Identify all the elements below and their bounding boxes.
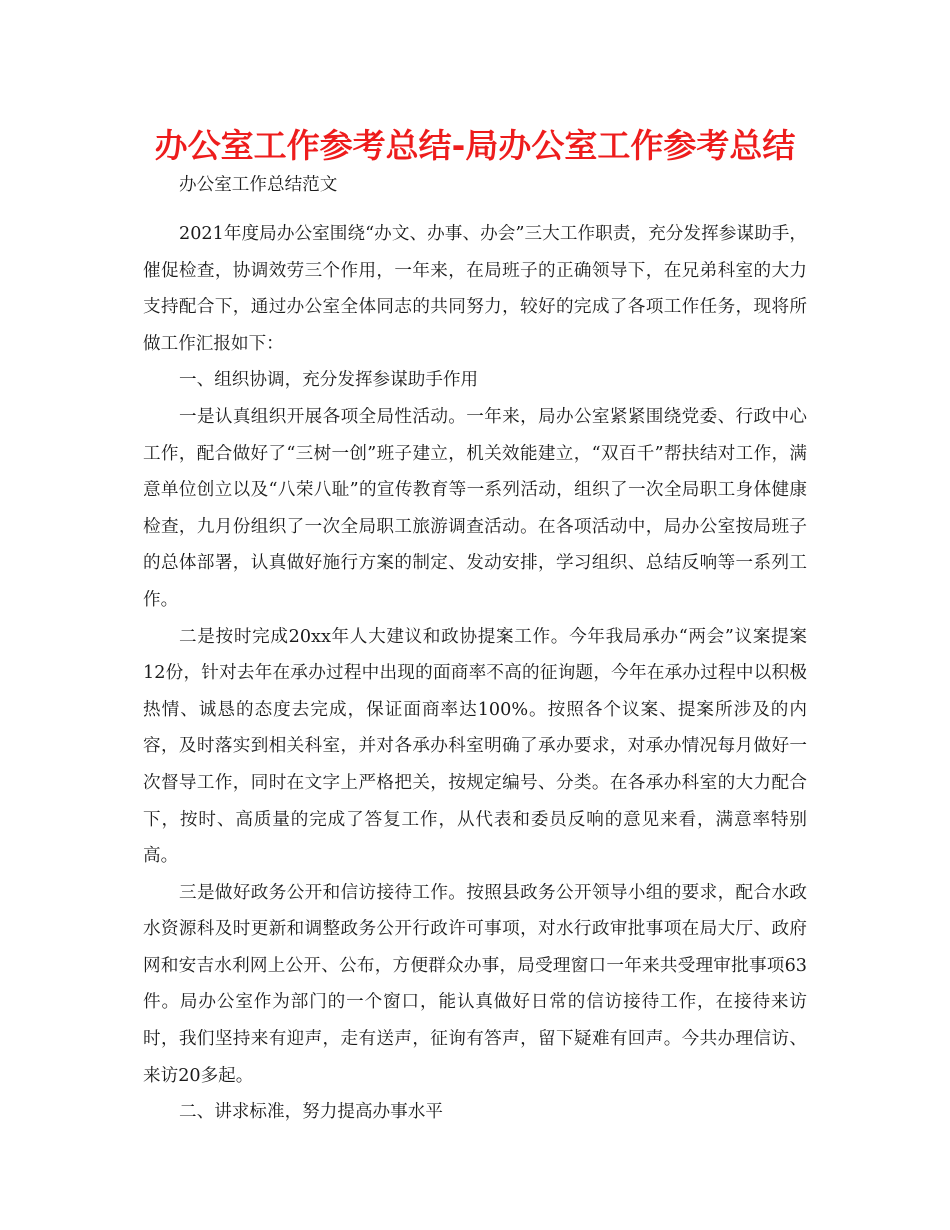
paragraph-intro: 2021年度局办公室围绕“办文、办事、办会”三大工作职责，充分发挥参谋助手，催促检查，协调效劳三个作用，一年来，在局班子的正确领导下，在兄弟科室的大力支持配合下，通过办公室全体同志的共同努力，较好的完成了各项工作任务，现将所做工作汇报如下： <box>143 224 807 354</box>
subtitle-block <box>143 167 807 204</box>
section-heading-2: 二、讲求标准，努力提高办事水平 <box>179 1102 443 1123</box>
paragraph-3: 三是做好政务公开和信访接待工作。按照县政务公开领导小组的要求，配合水政水资源科及时更新和调整政务公开行政许可事项，对水行政审批事项在局大厅、政府网和安吉水利网上公开、公布，方便群众办事，局受理窗口一年来共受理审批事项63件。局办公室作为部门的一个窗口，能认真做好日常的信访接待工作，在接待来访时，我们坚持来有迎声，走有送声，征询有答声，留下疑难有回声。今共办理信访、来访20多起。 <box>143 882 807 1086</box>
document-title: 办公室工作参考总结-局办公室工作参考总结 <box>154 126 796 165</box>
section-heading-1: 一、组织协调，充分发挥参谋助手作用 <box>179 370 479 391</box>
paragraph-2: 二是按时完成20xx年人大建议和政协提案工作。今年我局承办“两会”议案提案12份，针对去年在承办过程中出现的面商率不高的征询题，今年在承办过程中以积极热情、诚恳的态度去完成，保证面商率达100%。按照各个议案、提案所涉及的内容，及时落实到相关科室，并对各承办科室明确了承办要求，对承办情况每月做好一次督导工作，同时在文字上严格把关，按规定编号、分类。在各承办科室的大力配合下，按时、高质量的完成了答复工作，从代表和委员反响的意见来看，满意率特别高。 <box>143 626 807 867</box>
document-body <box>143 216 807 1131</box>
document-subtitle: 办公室工作总结范文 <box>179 175 338 195</box>
paragraph-1: 一是认真组织开展各项全局性活动。一年来，局办公室紧紧围绕党委、行政中心工作，配合做好了“三树一创”班子建立，机关效能建立，“双百千”帮扶结对工作，满意单位创立以及“八荣八耻”的宣传教育等一系列活动，组织了一次全局职工身体健康检查，九月份组织了一次全局职工旅游调查活动。在各项活动中，局办公室按局班子的总体部署，认真做好施行方案的制定、发动安排，学习组织、总结反响等一系列工作。 <box>143 406 807 610</box>
